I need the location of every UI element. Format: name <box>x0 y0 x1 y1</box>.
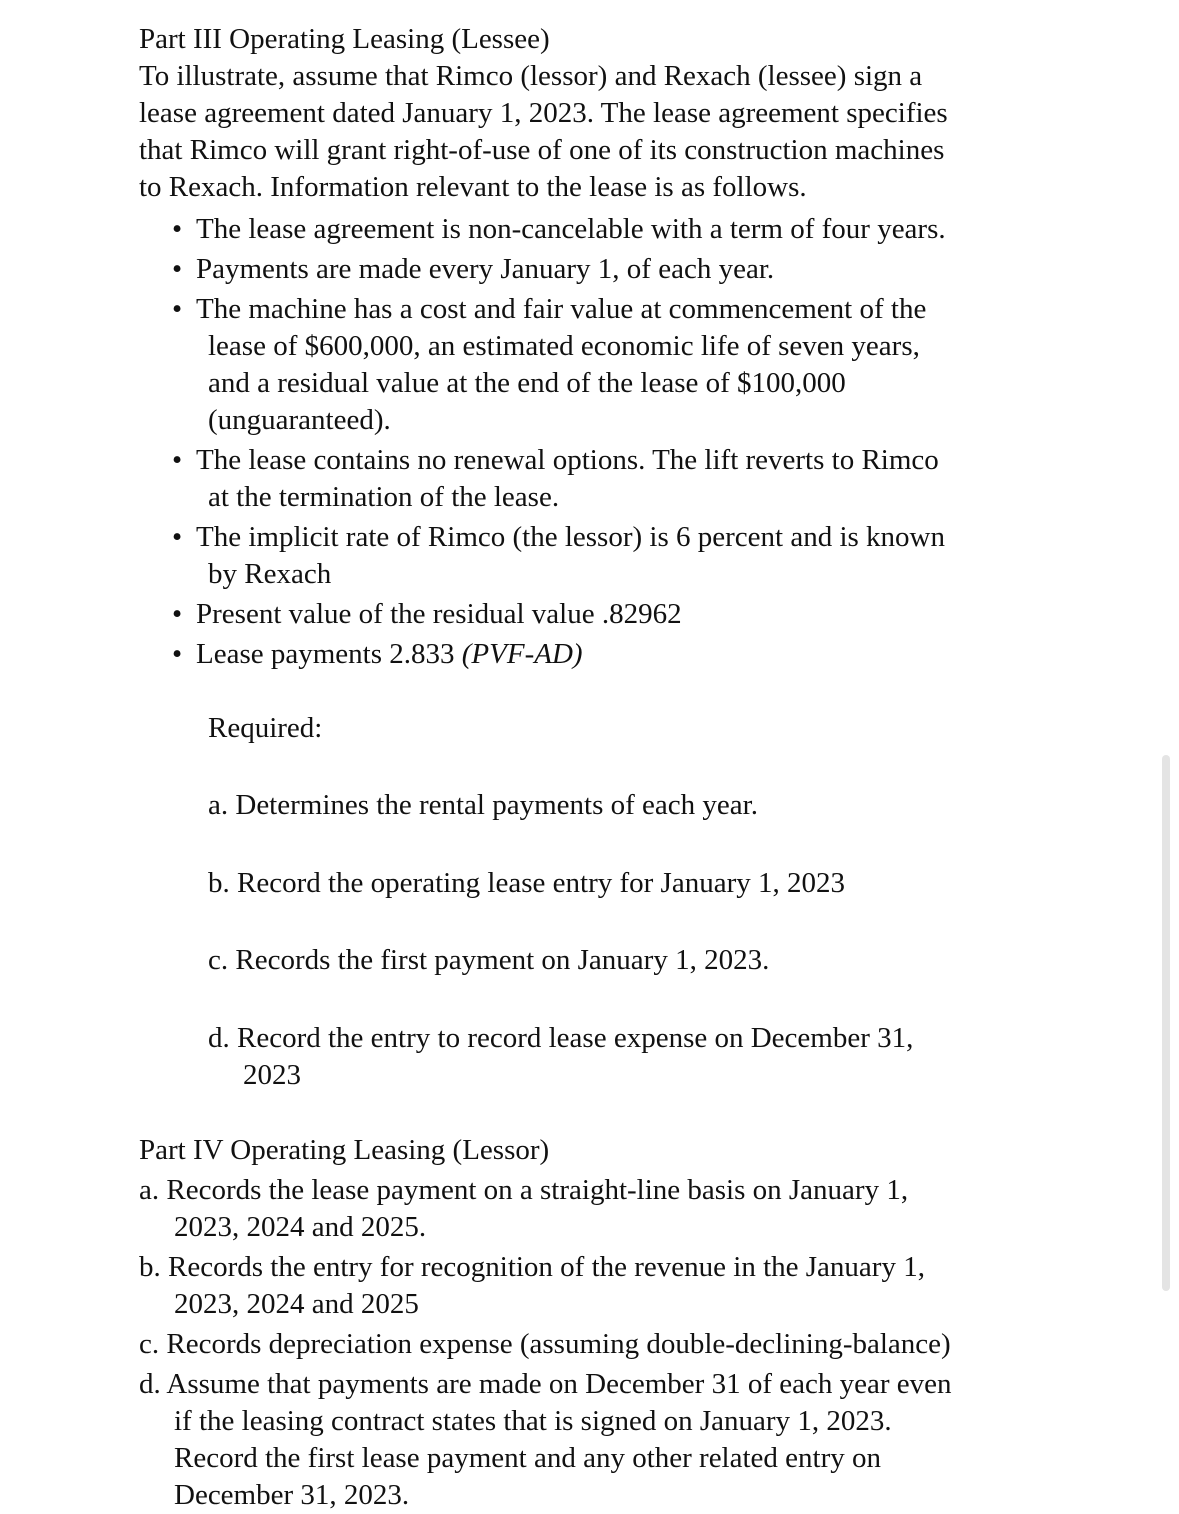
bullet-icon: • <box>172 293 183 325</box>
required-item: b. Record the operating lease entry for January 1, 2023 <box>208 867 845 899</box>
part4-item: b. Records the entry for recognition of the revenue in the January 1, 2023, 2024 and 2025 <box>139 1251 925 1320</box>
part4-title: Part IV Operating Leasing (Lessor) <box>139 1134 550 1166</box>
list-item <box>172 208 1149 248</box>
part4-item: d. Assume that payments are made on December 31 of each year even if the leasing contract states that is signed on January 1, 2023. Record the first lease payment and any other related entry on December 31, 2023. <box>139 1368 952 1511</box>
list-item-text: Lease payments 2.833 <box>196 638 462 670</box>
bullet-icon: • <box>172 638 183 670</box>
list-item-text: The lease agreement is non-cancelable with a term of four years. <box>196 213 946 245</box>
part4-item: a. Records the lease payment on a straight-line basis on January 1, 2023, 2024 and 2025. <box>139 1174 909 1243</box>
list-item <box>172 248 1149 288</box>
pvf-ad-label: (PVF-AD) <box>461 638 583 670</box>
list-item <box>172 516 1149 593</box>
scrollbar[interactable] <box>1162 755 1170 1291</box>
required-item: c. Records the first payment on January 1, 2023. <box>208 944 770 976</box>
bullet-icon: • <box>172 598 183 630</box>
list-item-text: The machine has a cost and fair value at commencement of the lease of $600,000, an estimated economic life of seven years, and a residual value at the end of the lease of $100,000 (unguaranteed). <box>196 293 927 436</box>
list-item-text: Payments are made every January 1, of each year. <box>196 253 775 285</box>
list-item-text: Present value of the residual value .82962 <box>196 598 682 630</box>
list-item <box>172 633 1149 673</box>
required-section <box>208 673 1149 1131</box>
document <box>139 21 1149 1514</box>
bullet-icon: • <box>172 521 183 553</box>
list-item <box>172 288 1149 439</box>
lease-info-list <box>139 208 1149 673</box>
required-item: d. Record the entry to record lease expense on December 31, 2023 <box>208 1022 914 1091</box>
part4-item: c. Records depreciation expense (assuming double-declining-balance) <box>139 1328 951 1360</box>
list-item-text: The implicit rate of Rimco (the lessor) is 6 percent and is known by Rexach <box>196 521 945 590</box>
list-item-text: The lease contains no renewal options. The lift reverts to Rimco at the termination of the lease. <box>196 444 939 513</box>
part3-title: Part III Operating Leasing (Lessee) <box>139 23 550 55</box>
bullet-icon: • <box>172 253 183 285</box>
required-label: Required: <box>208 712 323 744</box>
list-item <box>172 439 1149 516</box>
required-item: a. Determines the rental payments of each year. <box>208 789 758 821</box>
list-item <box>172 593 1149 633</box>
bullet-icon: • <box>172 444 183 476</box>
part3-intro: To illustrate, assume that Rimco (lessor) and Rexach (lessee) sign a lease agreement dated January 1, 2023. The lease agreement specifies that Rimco will grant right-of-use of one of its construction machines to Rexach. Information relevant to the lease is as follows. <box>139 60 948 203</box>
bullet-icon: • <box>172 213 183 245</box>
